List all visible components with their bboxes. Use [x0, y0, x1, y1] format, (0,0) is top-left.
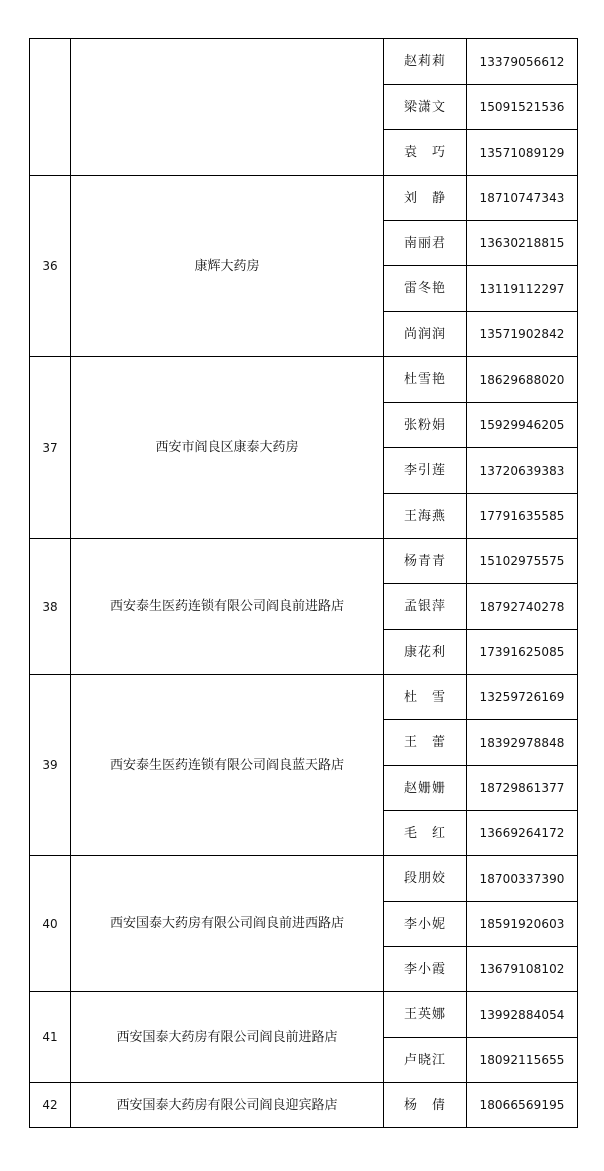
- phone-number-cell: 13720639383: [467, 448, 578, 494]
- staff-name-cell: 王 蕾: [384, 720, 467, 766]
- staff-name-cell: 杜雪艳: [384, 357, 467, 403]
- store-name-cell: 西安市阎良区康泰大药房: [71, 357, 384, 539]
- staff-name-cell: 雷冬艳: [384, 266, 467, 312]
- store-name-cell: 西安泰生医药连锁有限公司阎良蓝天路店: [71, 675, 384, 856]
- staff-name-cell: 梁潇文: [384, 85, 467, 130]
- table-row: [30, 39, 578, 85]
- staff-name-cell: 段朋姣: [384, 856, 467, 902]
- staff-name-cell: 杜 雪: [384, 675, 467, 720]
- store-name-cell: [71, 39, 384, 176]
- phone-number-cell: 13259726169: [467, 675, 578, 720]
- staff-name-cell: 南丽君: [384, 221, 467, 266]
- phone-number-cell: 18392978848: [467, 720, 578, 766]
- phone-number-cell: 17791635585: [467, 494, 578, 539]
- staff-name-cell: 杨青青: [384, 539, 467, 584]
- phone-number-cell: 13679108102: [467, 947, 578, 992]
- phone-number-cell: 17391625085: [467, 630, 578, 675]
- staff-name-cell: 赵姗姗: [384, 766, 467, 811]
- phone-number-cell: 18700337390: [467, 856, 578, 902]
- phone-number-cell: 18629688020: [467, 357, 578, 403]
- staff-name-cell: 尚润润: [384, 312, 467, 357]
- row-index-cell: 42: [30, 1083, 71, 1128]
- phone-number-cell: 18792740278: [467, 584, 578, 630]
- table-body: [30, 39, 578, 1128]
- pharmacy-staff-table: [29, 38, 578, 1128]
- phone-number-cell: 18591920603: [467, 902, 578, 947]
- phone-number-cell: 13571089129: [467, 130, 578, 176]
- phone-number-cell: 13571902842: [467, 312, 578, 357]
- store-name-cell: 康辉大药房: [71, 176, 384, 357]
- store-name-cell: 西安国泰大药房有限公司阎良前进路店: [71, 992, 384, 1083]
- staff-name-cell: 康花利: [384, 630, 467, 675]
- staff-name-cell: 王英娜: [384, 992, 467, 1038]
- table-row: [30, 176, 578, 221]
- staff-name-cell: 王海燕: [384, 494, 467, 539]
- staff-name-cell: 李引莲: [384, 448, 467, 494]
- store-name-cell: 西安国泰大药房有限公司阎良前进西路店: [71, 856, 384, 992]
- staff-name-cell: 孟银萍: [384, 584, 467, 630]
- phone-number-cell: 18092115655: [467, 1038, 578, 1083]
- staff-name-cell: 李小妮: [384, 902, 467, 947]
- phone-number-cell: 13992884054: [467, 992, 578, 1038]
- phone-number-cell: 13630218815: [467, 221, 578, 266]
- staff-name-cell: 张粉娟: [384, 403, 467, 448]
- phone-number-cell: 13119112297: [467, 266, 578, 312]
- staff-name-cell: 杨 倩: [384, 1083, 467, 1128]
- store-name-cell: 西安国泰大药房有限公司阎良迎宾路店: [71, 1083, 384, 1128]
- phone-number-cell: 15929946205: [467, 403, 578, 448]
- staff-name-cell: 袁 巧: [384, 130, 467, 176]
- table-row: [30, 992, 578, 1038]
- store-name-cell: 西安泰生医药连锁有限公司阎良前进路店: [71, 539, 384, 675]
- table-row: [30, 856, 578, 902]
- row-index-cell: 38: [30, 539, 71, 675]
- staff-name-cell: 毛 红: [384, 811, 467, 856]
- table-row: [30, 675, 578, 720]
- row-index-cell: 39: [30, 675, 71, 856]
- row-index-cell: 41: [30, 992, 71, 1083]
- phone-number-cell: 18710747343: [467, 176, 578, 221]
- staff-name-cell: 赵莉莉: [384, 39, 467, 85]
- row-index-cell: 36: [30, 176, 71, 357]
- row-index-cell: [30, 39, 71, 176]
- staff-name-cell: 李小霞: [384, 947, 467, 992]
- phone-number-cell: 13379056612: [467, 39, 578, 85]
- staff-name-cell: 卢晓江: [384, 1038, 467, 1083]
- row-index-cell: 40: [30, 856, 71, 992]
- phone-number-cell: 15102975575: [467, 539, 578, 584]
- row-index-cell: 37: [30, 357, 71, 539]
- phone-number-cell: 18066569195: [467, 1083, 578, 1128]
- table-row: [30, 539, 578, 584]
- table-row: [30, 357, 578, 403]
- phone-number-cell: 15091521536: [467, 85, 578, 130]
- phone-number-cell: 13669264172: [467, 811, 578, 856]
- staff-name-cell: 刘 静: [384, 176, 467, 221]
- phone-number-cell: 18729861377: [467, 766, 578, 811]
- table-row: [30, 1083, 578, 1128]
